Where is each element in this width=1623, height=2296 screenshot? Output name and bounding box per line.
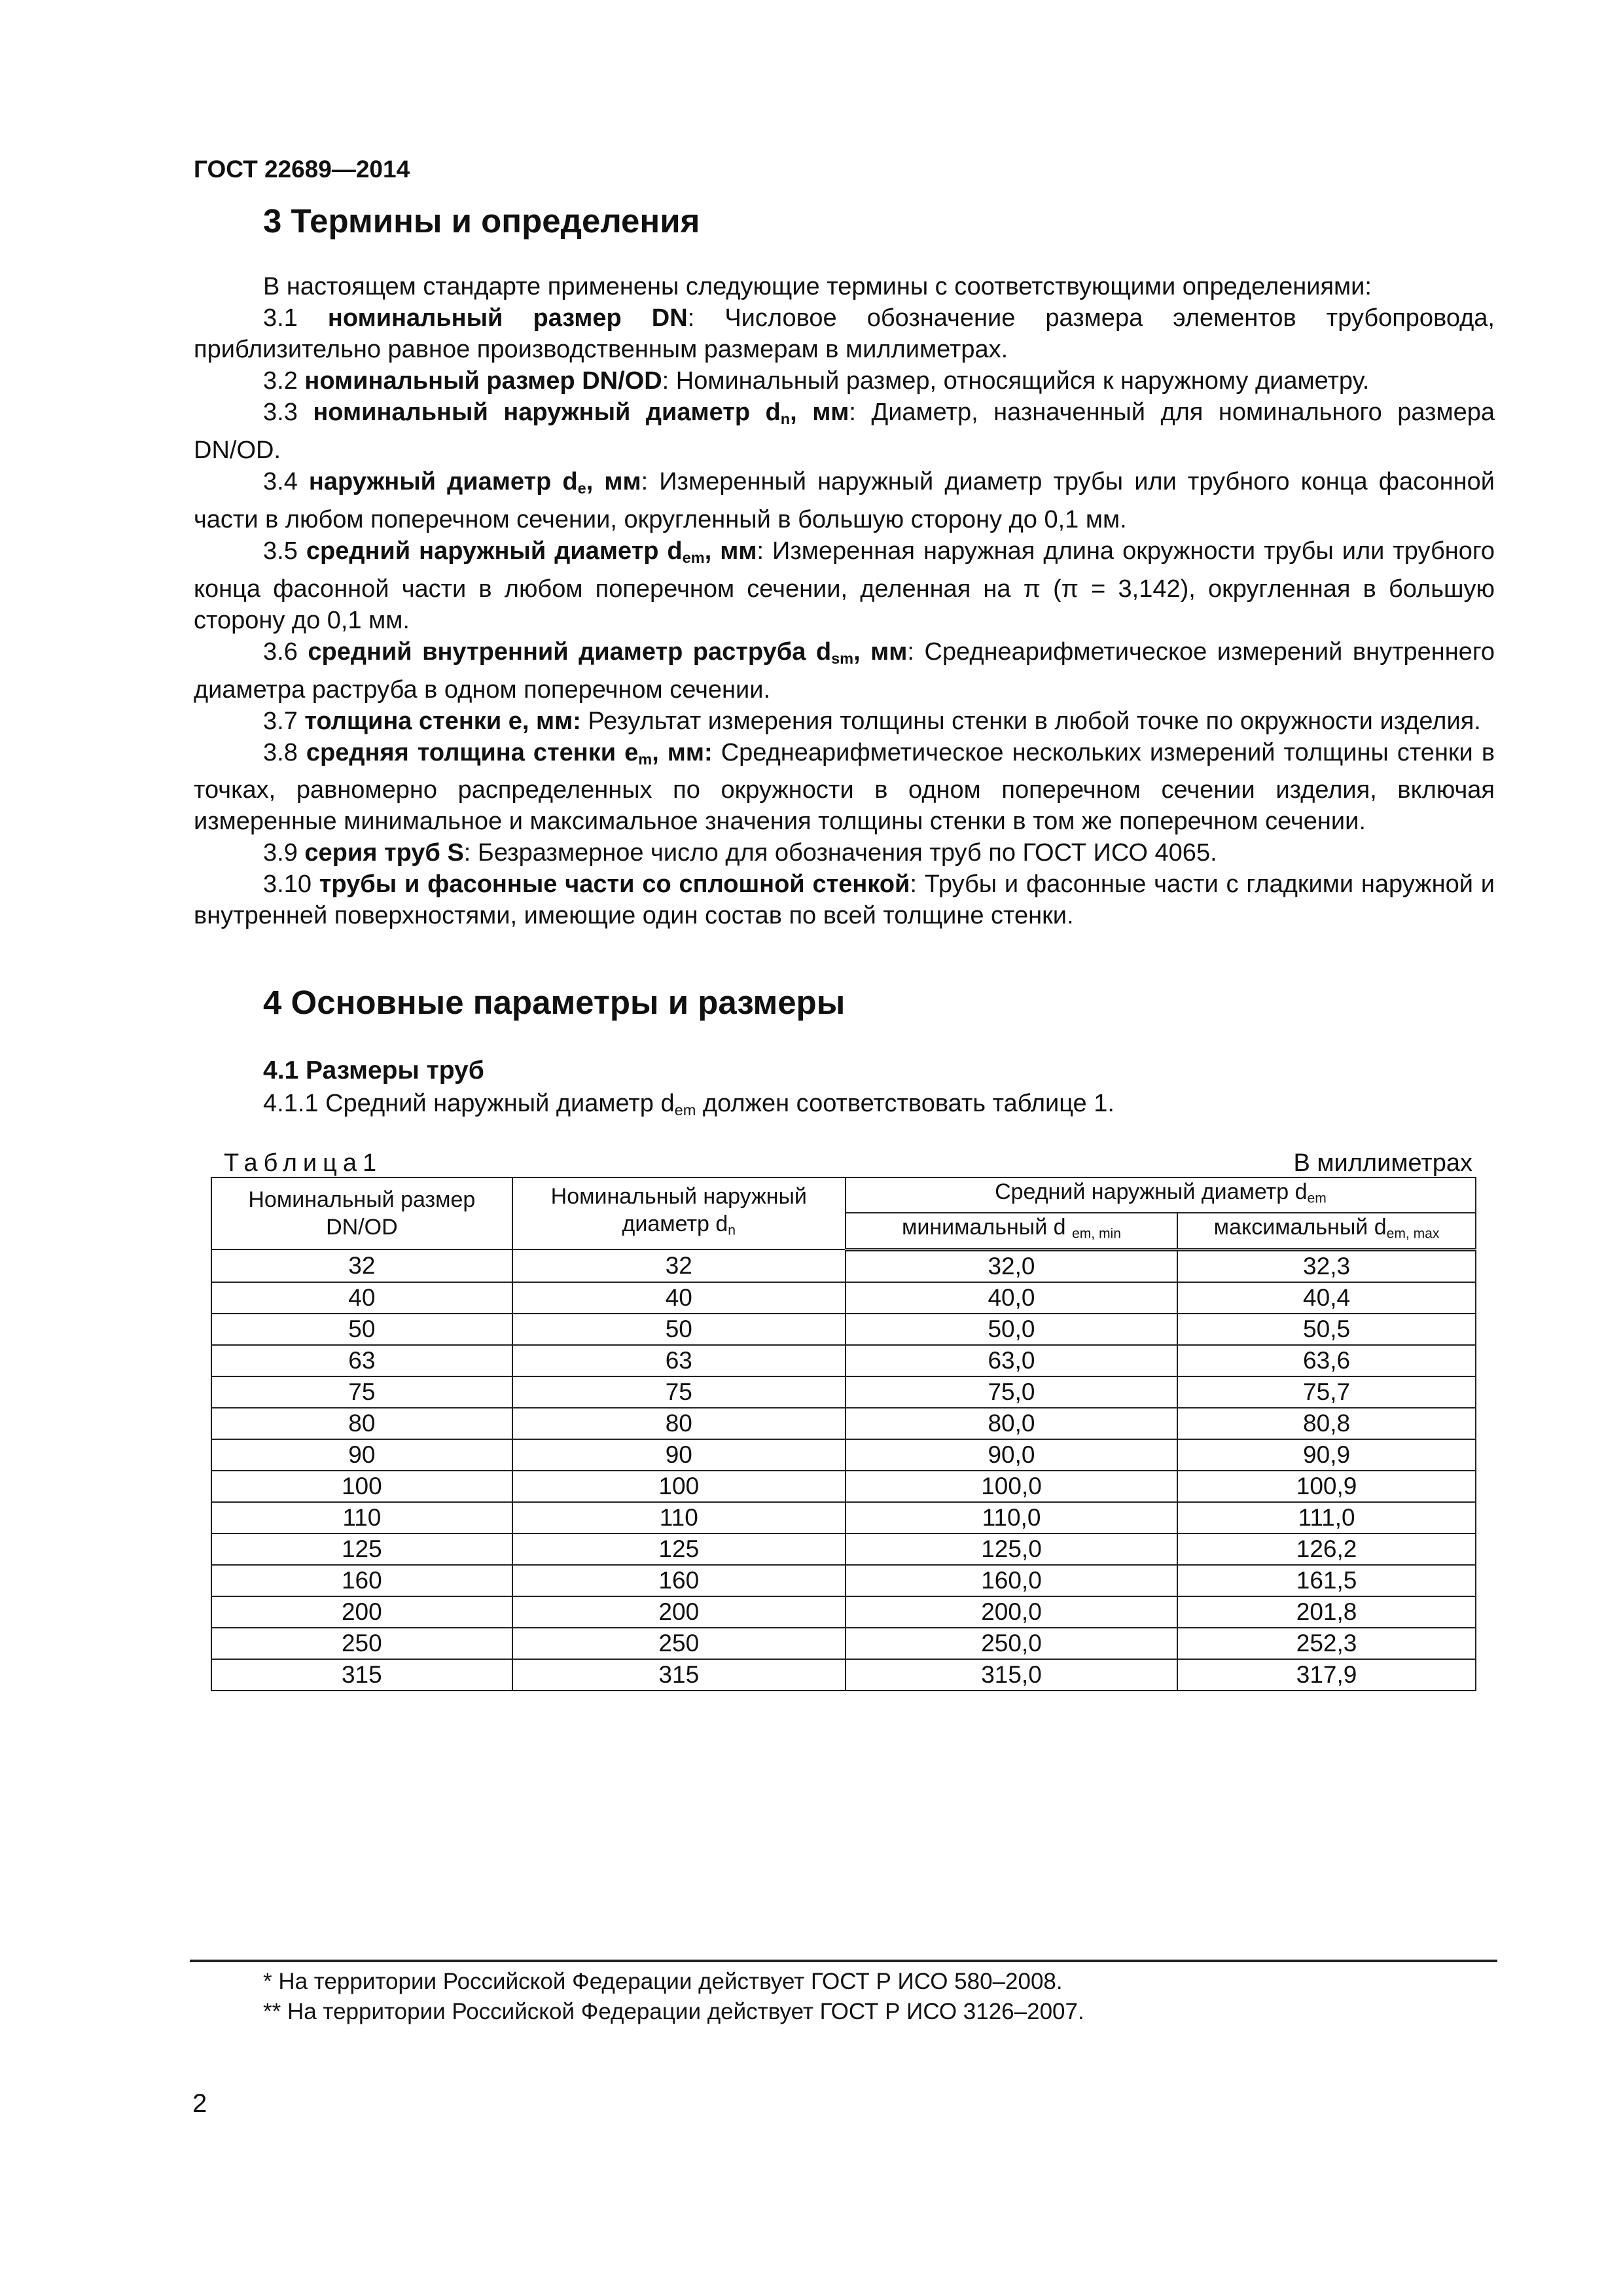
table-cell: 110,0 — [846, 1502, 1177, 1534]
definition-term: трубы и фасонные части со сплошной стенкой — [319, 870, 910, 899]
table-cell: 160 — [512, 1565, 846, 1596]
definition-number: 3.6 — [263, 637, 298, 666]
table-cell: 40 — [512, 1282, 846, 1314]
table-row — [211, 1471, 1476, 1502]
definition-text: : Номинальный размер, относящийся к наружному диаметру. — [662, 367, 1370, 395]
table-cell: 50,0 — [846, 1314, 1177, 1345]
table-cell: 200 — [512, 1596, 846, 1628]
table-cell: 90,9 — [1177, 1439, 1476, 1471]
table-cell: 250,0 — [846, 1628, 1177, 1659]
table-cell: 90 — [211, 1439, 512, 1471]
table-cell: 315 — [211, 1659, 512, 1691]
table-caption: Таблица1 — [224, 1149, 383, 1177]
section-3-title: 3 Термины и определения — [263, 202, 700, 240]
table-cell: 125 — [211, 1534, 512, 1565]
table-row — [211, 1282, 1476, 1314]
table-row — [211, 1314, 1476, 1345]
footnote-divider — [190, 1960, 1497, 1962]
para-text: 4.1.1 Средний наружный диаметр d — [263, 1090, 675, 1117]
definition-number: 3.1 — [263, 304, 298, 332]
header-nominal-size: Номинальный размер DN/OD — [211, 1177, 512, 1249]
table-row — [211, 1565, 1476, 1596]
definition-number: 3.8 — [263, 738, 298, 766]
definition-item — [194, 869, 1495, 931]
table-cell: 161,5 — [1177, 1565, 1476, 1596]
para-text-suffix: должен соответствовать таблице 1. — [696, 1090, 1115, 1117]
table-cell: 40 — [211, 1282, 512, 1314]
table-cell: 200,0 — [846, 1596, 1177, 1628]
table-1 — [211, 1177, 1476, 1691]
table-row — [211, 1249, 1476, 1282]
table-cell: 160,0 — [846, 1565, 1177, 1596]
paragraph-4-1-1 — [263, 1088, 1115, 1126]
definition-term: наружный диаметр $d_e$, мм — [308, 467, 641, 497]
header-nominal-diameter: Номинальный наружный диаметр $d_n$ — [512, 1177, 846, 1249]
definitions-intro: В настоящем стандарте применены следующие термины с соответствующими определениями: — [263, 273, 1372, 300]
table-cell: 126,2 — [1177, 1534, 1476, 1565]
table-row — [211, 1596, 1476, 1628]
table-cell: 90,0 — [846, 1439, 1177, 1471]
table-cell: 100,0 — [846, 1471, 1177, 1502]
definition-item — [194, 837, 1495, 869]
table-row — [211, 1408, 1476, 1439]
table-cell: 200 — [211, 1596, 512, 1628]
para-subscript: em — [674, 1101, 696, 1119]
table-cell: 75 — [211, 1376, 512, 1408]
table-cell: 32,3 — [1177, 1249, 1476, 1282]
definition-number: 3.10 — [263, 870, 312, 899]
definition-text: : Трубы и фасонные части с гладкими наружной и внутренней поверхностями, имеющие один состав по всей толщине стенки. — [194, 870, 1495, 930]
table-cell: 125,0 — [846, 1534, 1177, 1565]
table-cell: 100 — [512, 1471, 846, 1502]
definition-text: Среднеарифметическое нескольких измерений толщины стенки в точках, равномерно распределенных по окружности в одном поперечном сечении изделия, включая измеренные минимальное и максимальное значения толщины стенки в том же поперечном сечении. — [194, 738, 1495, 836]
table-cell: 100,9 — [1177, 1471, 1476, 1502]
definition-item — [194, 737, 1495, 838]
definition-number: 3.5 — [263, 537, 298, 565]
definition-term: средний наружный диаметр $d_{em}$, мм — [306, 537, 757, 566]
footnote-2: ** На территории Российской Федерации действует ГОСТ Р ИСО 3126–2007. — [263, 1999, 1084, 2024]
definition-number: 3.9 — [263, 839, 298, 867]
table-cell: 317,9 — [1177, 1659, 1476, 1691]
table-cell: 110 — [211, 1502, 512, 1534]
table-cell: 32 — [211, 1249, 512, 1282]
table-cell: 63 — [211, 1345, 512, 1376]
table-cell: 90 — [512, 1439, 846, 1471]
table-cell: 111,0 — [1177, 1502, 1476, 1534]
definition-number: 3.4 — [263, 467, 298, 495]
table-cell: 75 — [512, 1376, 846, 1408]
definition-item — [194, 365, 1495, 397]
table-row — [211, 1345, 1476, 1376]
definition-number: 3.2 — [263, 367, 298, 395]
definition-text: : Измеренная наружная длина окружности трубы или трубного конца фасонной части в любом поперечном сечении, деленная на π (π = 3,142), округленная в большую сторону до 0,1 мм. — [194, 537, 1495, 634]
page-number: 2 — [192, 2089, 207, 2118]
table-cell: 160 — [211, 1565, 512, 1596]
definition-item — [194, 535, 1495, 636]
table-cell: 50,5 — [1177, 1314, 1476, 1345]
definition-item — [194, 466, 1495, 535]
definition-item — [194, 397, 1495, 466]
table-cell: 40,4 — [1177, 1282, 1476, 1314]
definition-text: : Диаметр, назначенный для номинального размера DN/OD. — [194, 399, 1495, 464]
table-cell: 63,0 — [846, 1345, 1177, 1376]
table-cell: 100 — [211, 1471, 512, 1502]
table-cell: 32,0 — [846, 1249, 1177, 1282]
definition-term: серия труб S — [304, 839, 464, 867]
definition-text: : Безразмерное число для обозначения труб по ГОСТ ИСО 4065. — [463, 839, 1217, 867]
definition-text: : Среднеарифметическое измерений внутреннего диаметра раструба в одном поперечном сечении. — [194, 637, 1495, 704]
footnote-1: * На территории Российской Федерации действует ГОСТ Р ИСО 580–2008. — [263, 1969, 1063, 1994]
table-cell: 125 — [512, 1534, 846, 1565]
document-code: ГОСТ 22689—2014 — [194, 156, 410, 183]
table-cell: 75,7 — [1177, 1376, 1476, 1408]
definition-term: номинальный размер DN/OD — [304, 367, 662, 395]
definition-text: : Измеренный наружный диаметр трубы или трубного конца фасонной части в любом поперечном сечении, округленный в большую сторону до 0,1 мм. — [194, 467, 1495, 533]
definition-text: : Числовое обозначение размера элементов трубопровода, приблизительно равное производственным размерам в миллиметрах. — [194, 304, 1495, 363]
table-cell: 80,8 — [1177, 1408, 1476, 1439]
table-body — [211, 1249, 1476, 1691]
table-cell: 32 — [512, 1249, 846, 1282]
header-max: максимальный $d_{em, max}$ — [1177, 1213, 1476, 1249]
definition-term: средний внутренний диаметр раструба $d_{sm}$, мм — [308, 637, 908, 667]
table-cell: 40,0 — [846, 1282, 1177, 1314]
subsection-title: 4.1 Размеры труб — [263, 1056, 484, 1085]
table-row — [211, 1628, 1476, 1659]
table-row — [211, 1439, 1476, 1471]
table-cell: 252,3 — [1177, 1628, 1476, 1659]
header-min: минимальный d $_{em, min}$ — [846, 1213, 1177, 1249]
table-cell: 50 — [512, 1314, 846, 1345]
definition-number: 3.7 — [263, 707, 298, 735]
table-cell: 110 — [512, 1502, 846, 1534]
definition-term: номинальный наружный диаметр $d_n$, мм — [313, 399, 849, 427]
table-cell: 50 — [211, 1314, 512, 1345]
table-cell: 315,0 — [846, 1659, 1177, 1691]
header-mean-diameter-group: Средний наружный диаметр $d_{em}$ — [846, 1177, 1476, 1213]
definition-item — [194, 636, 1495, 706]
definition-term: средняя толщина стенки $е_m$, мм: — [306, 738, 713, 768]
definition-item — [194, 302, 1495, 365]
table-cell: 315 — [512, 1659, 846, 1691]
table-units: В миллиметрах — [1293, 1149, 1472, 1177]
table-cell: 63 — [512, 1345, 846, 1376]
table-cell: 80 — [211, 1408, 512, 1439]
definition-term: номинальный размер DN — [327, 304, 688, 332]
definitions-list — [194, 271, 1495, 931]
definition-term: толщина стенки е, мм: — [304, 707, 581, 735]
table-cell: 201,8 — [1177, 1596, 1476, 1628]
table-cell: 75,0 — [846, 1376, 1177, 1408]
table-cell: 250 — [211, 1628, 512, 1659]
table-cell: 80 — [512, 1408, 846, 1439]
table-row — [211, 1376, 1476, 1408]
table-cell: 80,0 — [846, 1408, 1177, 1439]
table-row — [211, 1659, 1476, 1691]
definition-text: Результат измерения толщины стенки в любой точке по окружности изделия. — [580, 707, 1481, 735]
definition-item — [194, 706, 1495, 737]
definition-number: 3.3 — [263, 399, 298, 426]
section-4-title: 4 Основные параметры и размеры — [263, 984, 846, 1021]
table-row — [211, 1502, 1476, 1534]
table-cell: 63,6 — [1177, 1345, 1476, 1376]
table-row — [211, 1534, 1476, 1565]
table-cell: 250 — [512, 1628, 846, 1659]
